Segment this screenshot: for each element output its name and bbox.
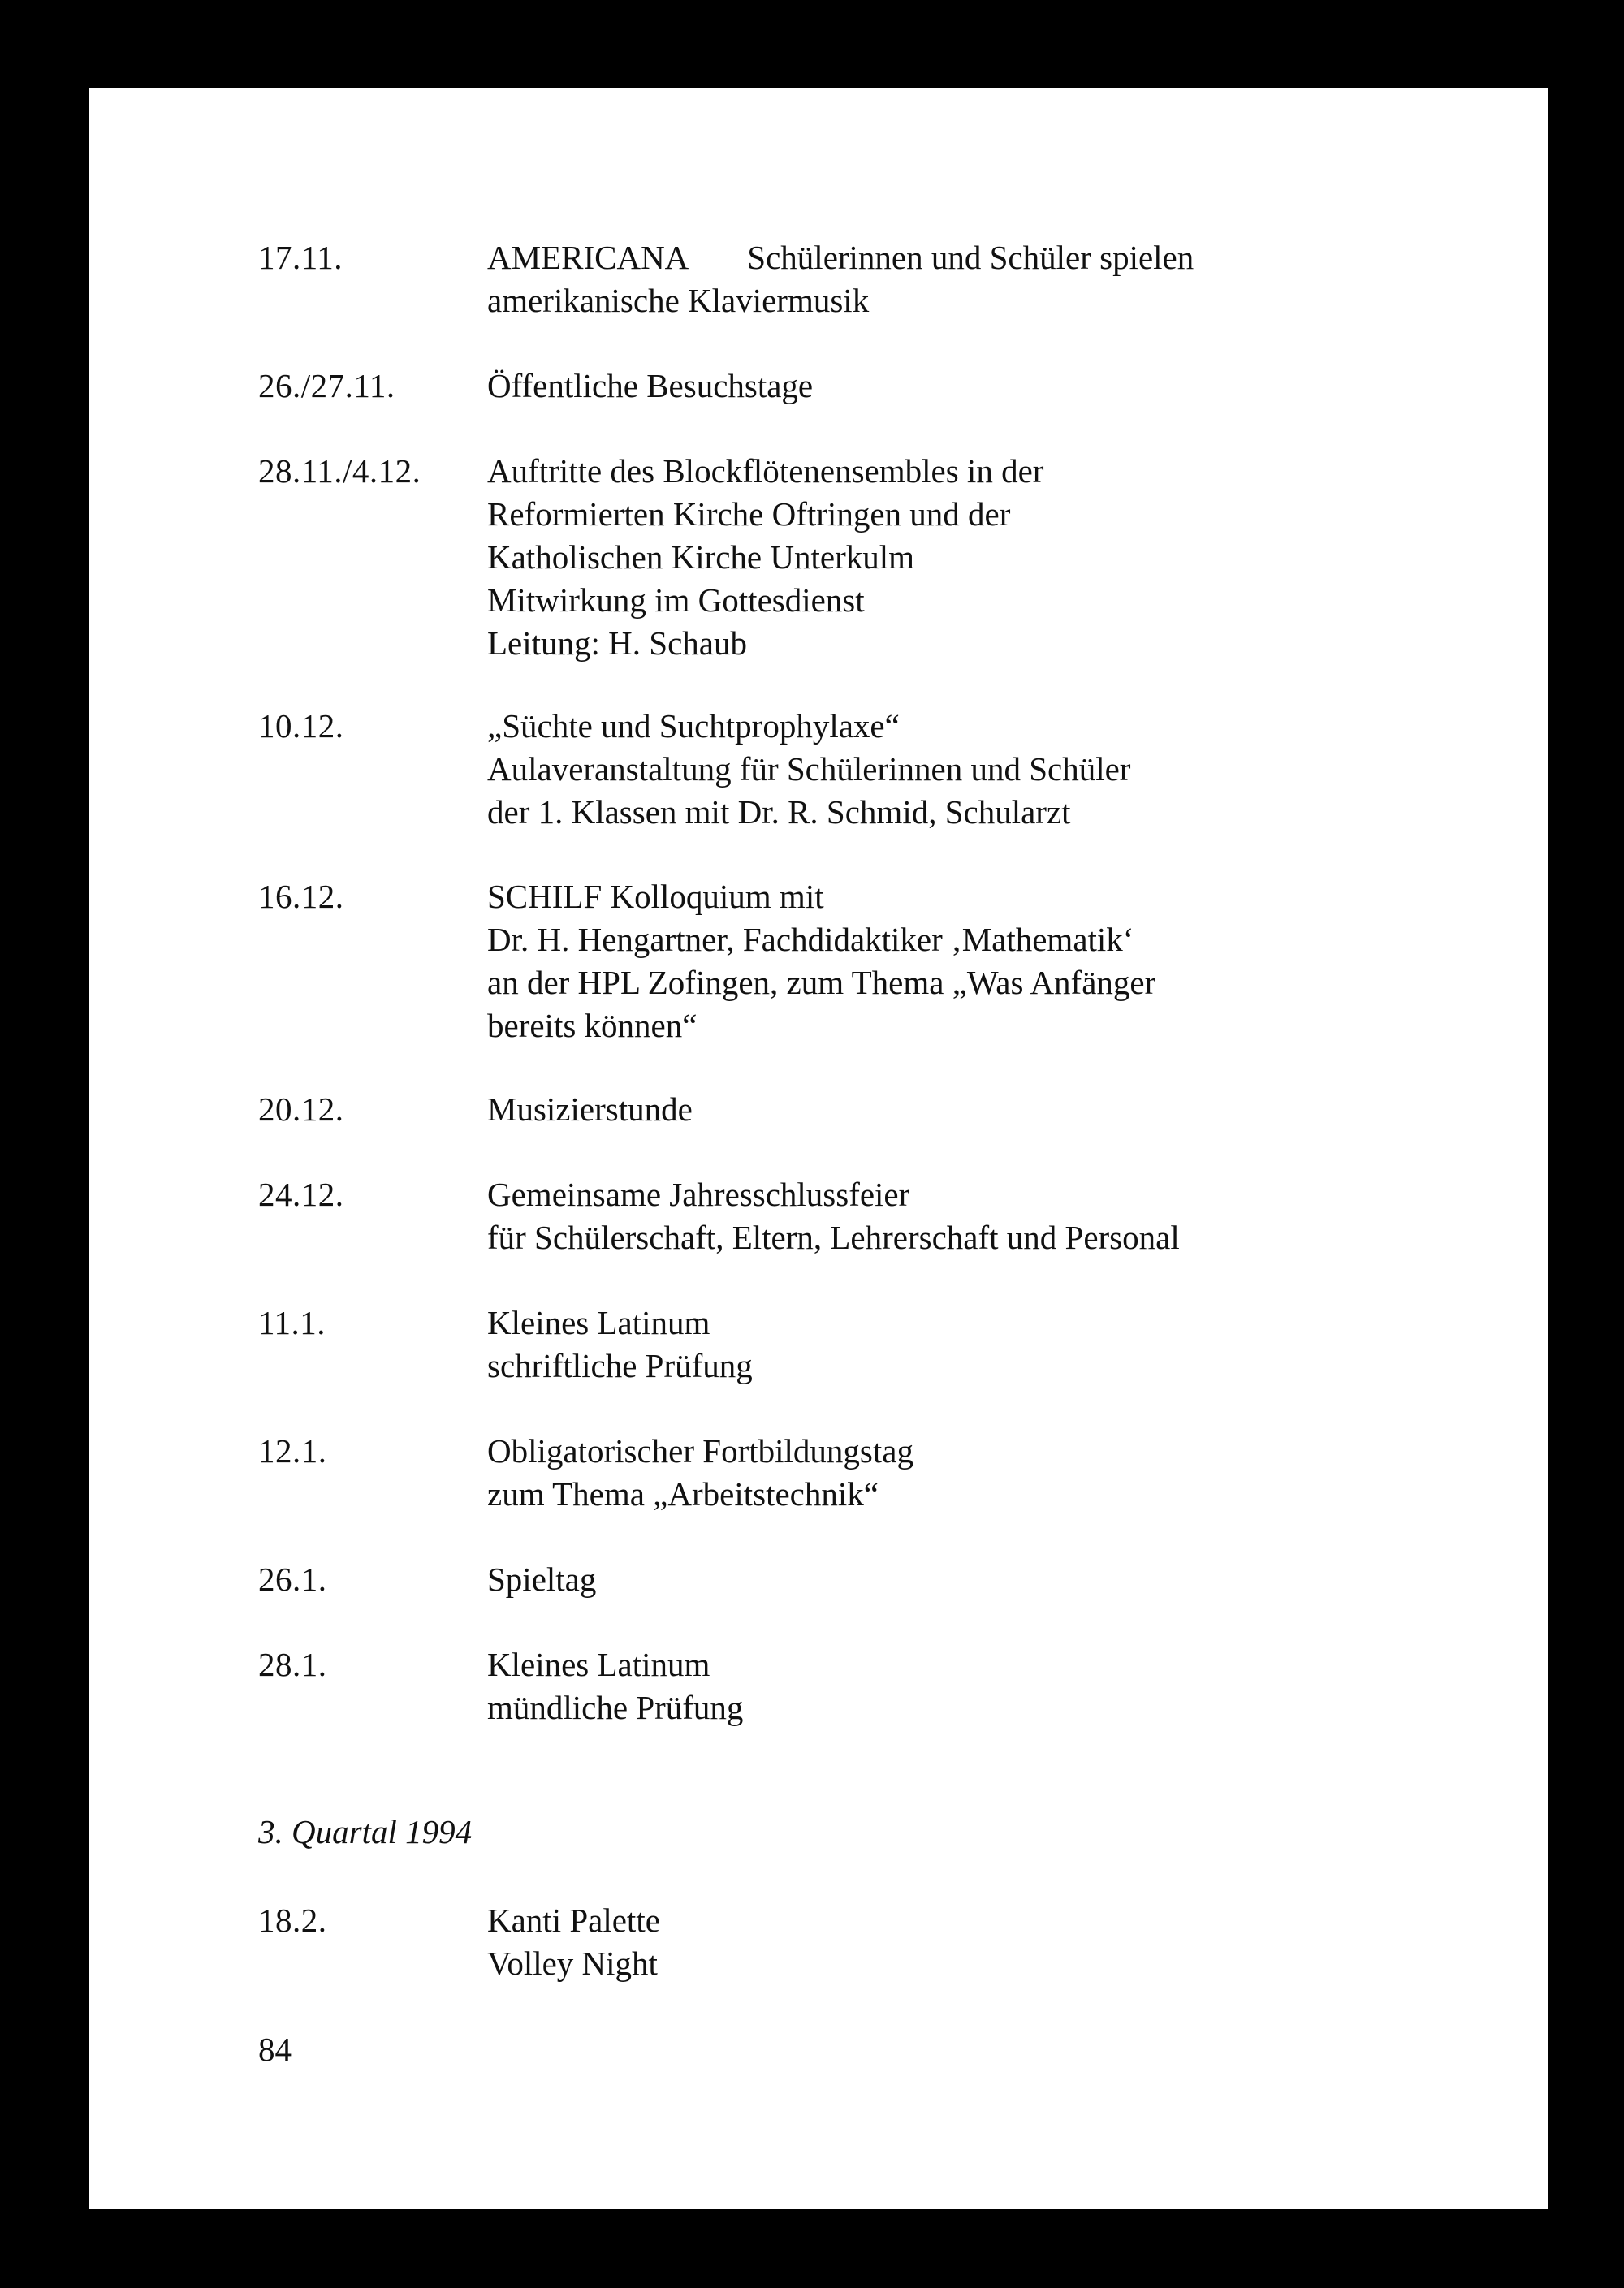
entry-description <box>487 1088 1380 1131</box>
entry-line: Kanti Palette <box>487 1902 660 1939</box>
entry-date: 10.12. <box>258 707 344 745</box>
entry-date: 24.12. <box>258 1176 344 1213</box>
entry-line: an der HPL Zofingen, zum Thema „Was Anfänger <box>487 964 1156 1001</box>
entry-line: Spieltag <box>487 1561 597 1598</box>
entry-line: Auftritte des Blockflötenensembles in der <box>487 452 1044 490</box>
entry-line: Reformierten Kirche Oftringen und der <box>487 495 1011 533</box>
entry-line: mündliche Prüfung <box>487 1689 744 1726</box>
entry-line: schriftliche Prüfung <box>487 1347 753 1384</box>
entry-description <box>487 705 1380 834</box>
document-page <box>89 88 1548 2209</box>
entry-title: AMERICANA <box>487 239 689 276</box>
entry-description <box>487 236 1380 322</box>
entry-date: 28.1. <box>258 1646 327 1683</box>
entry-description <box>487 875 1380 1047</box>
entry-line: der 1. Klassen mit Dr. R. Schmid, Schularzt <box>487 793 1071 831</box>
entry-line: „Süchte und Suchtprophylaxe“ <box>487 707 900 745</box>
entry-line: Aulaveranstaltung für Schülerinnen und Schüler <box>487 750 1131 788</box>
entry-line <box>487 236 1380 279</box>
entry-description <box>487 450 1380 665</box>
entry-line: bereits können“ <box>487 1007 698 1044</box>
entry-line: Volley Night <box>487 1945 658 1982</box>
entry-description <box>487 1302 1380 1388</box>
page-number: 84 <box>258 2031 292 2068</box>
entry-description <box>487 365 1380 408</box>
entry-line: Gemeinsame Jahresschlussfeier <box>487 1176 910 1213</box>
entry-date: 16.12. <box>258 878 344 915</box>
entry-line: Dr. H. Hengartner, Fachdidaktiker ‚Mathematik‘ <box>487 921 1134 958</box>
entry-line: Musizierstunde <box>487 1090 693 1128</box>
entry-line: Mitwirkung im Gottesdienst <box>487 581 865 619</box>
entry-line: für Schülerschaft, Eltern, Lehrerschaft und Personal <box>487 1219 1180 1256</box>
entry-subtitle: Schülerinnen und Schüler spielen <box>747 239 1194 276</box>
entry-line: Kleines Latinum <box>487 1304 710 1341</box>
entry-description <box>487 1899 1380 1985</box>
entry-line: Öffentliche Besuchstage <box>487 367 814 404</box>
entry-date: 20.12. <box>258 1090 344 1128</box>
entry-line: Leitung: H. Schaub <box>487 624 747 662</box>
entry-date: 17.11. <box>258 239 343 276</box>
entry-line: amerikanische Klaviermusik <box>487 282 870 319</box>
entry-date: 26./27.11. <box>258 367 395 404</box>
section-heading: 3. Quartal 1994 <box>258 1813 473 1850</box>
entry-line: zum Thema „Arbeitstechnik“ <box>487 1475 879 1513</box>
entry-date: 12.1. <box>258 1432 327 1470</box>
entry-line: Katholischen Kirche Unterkulm <box>487 538 915 576</box>
entry-description <box>487 1173 1380 1259</box>
entry-description <box>487 1558 1380 1601</box>
entry-line: Kleines Latinum <box>487 1646 710 1683</box>
entry-line: Obligatorischer Fortbildungstag <box>487 1432 914 1470</box>
entry-date: 26.1. <box>258 1561 327 1598</box>
entry-date: 11.1. <box>258 1304 326 1341</box>
entry-description <box>487 1643 1380 1729</box>
entry-description <box>487 1430 1380 1516</box>
entry-date: 18.2. <box>258 1902 327 1939</box>
entry-date: 28.11./4.12. <box>258 452 421 490</box>
entry-line: SCHILF Kolloquium mit <box>487 878 824 915</box>
page-content <box>89 88 1548 2209</box>
